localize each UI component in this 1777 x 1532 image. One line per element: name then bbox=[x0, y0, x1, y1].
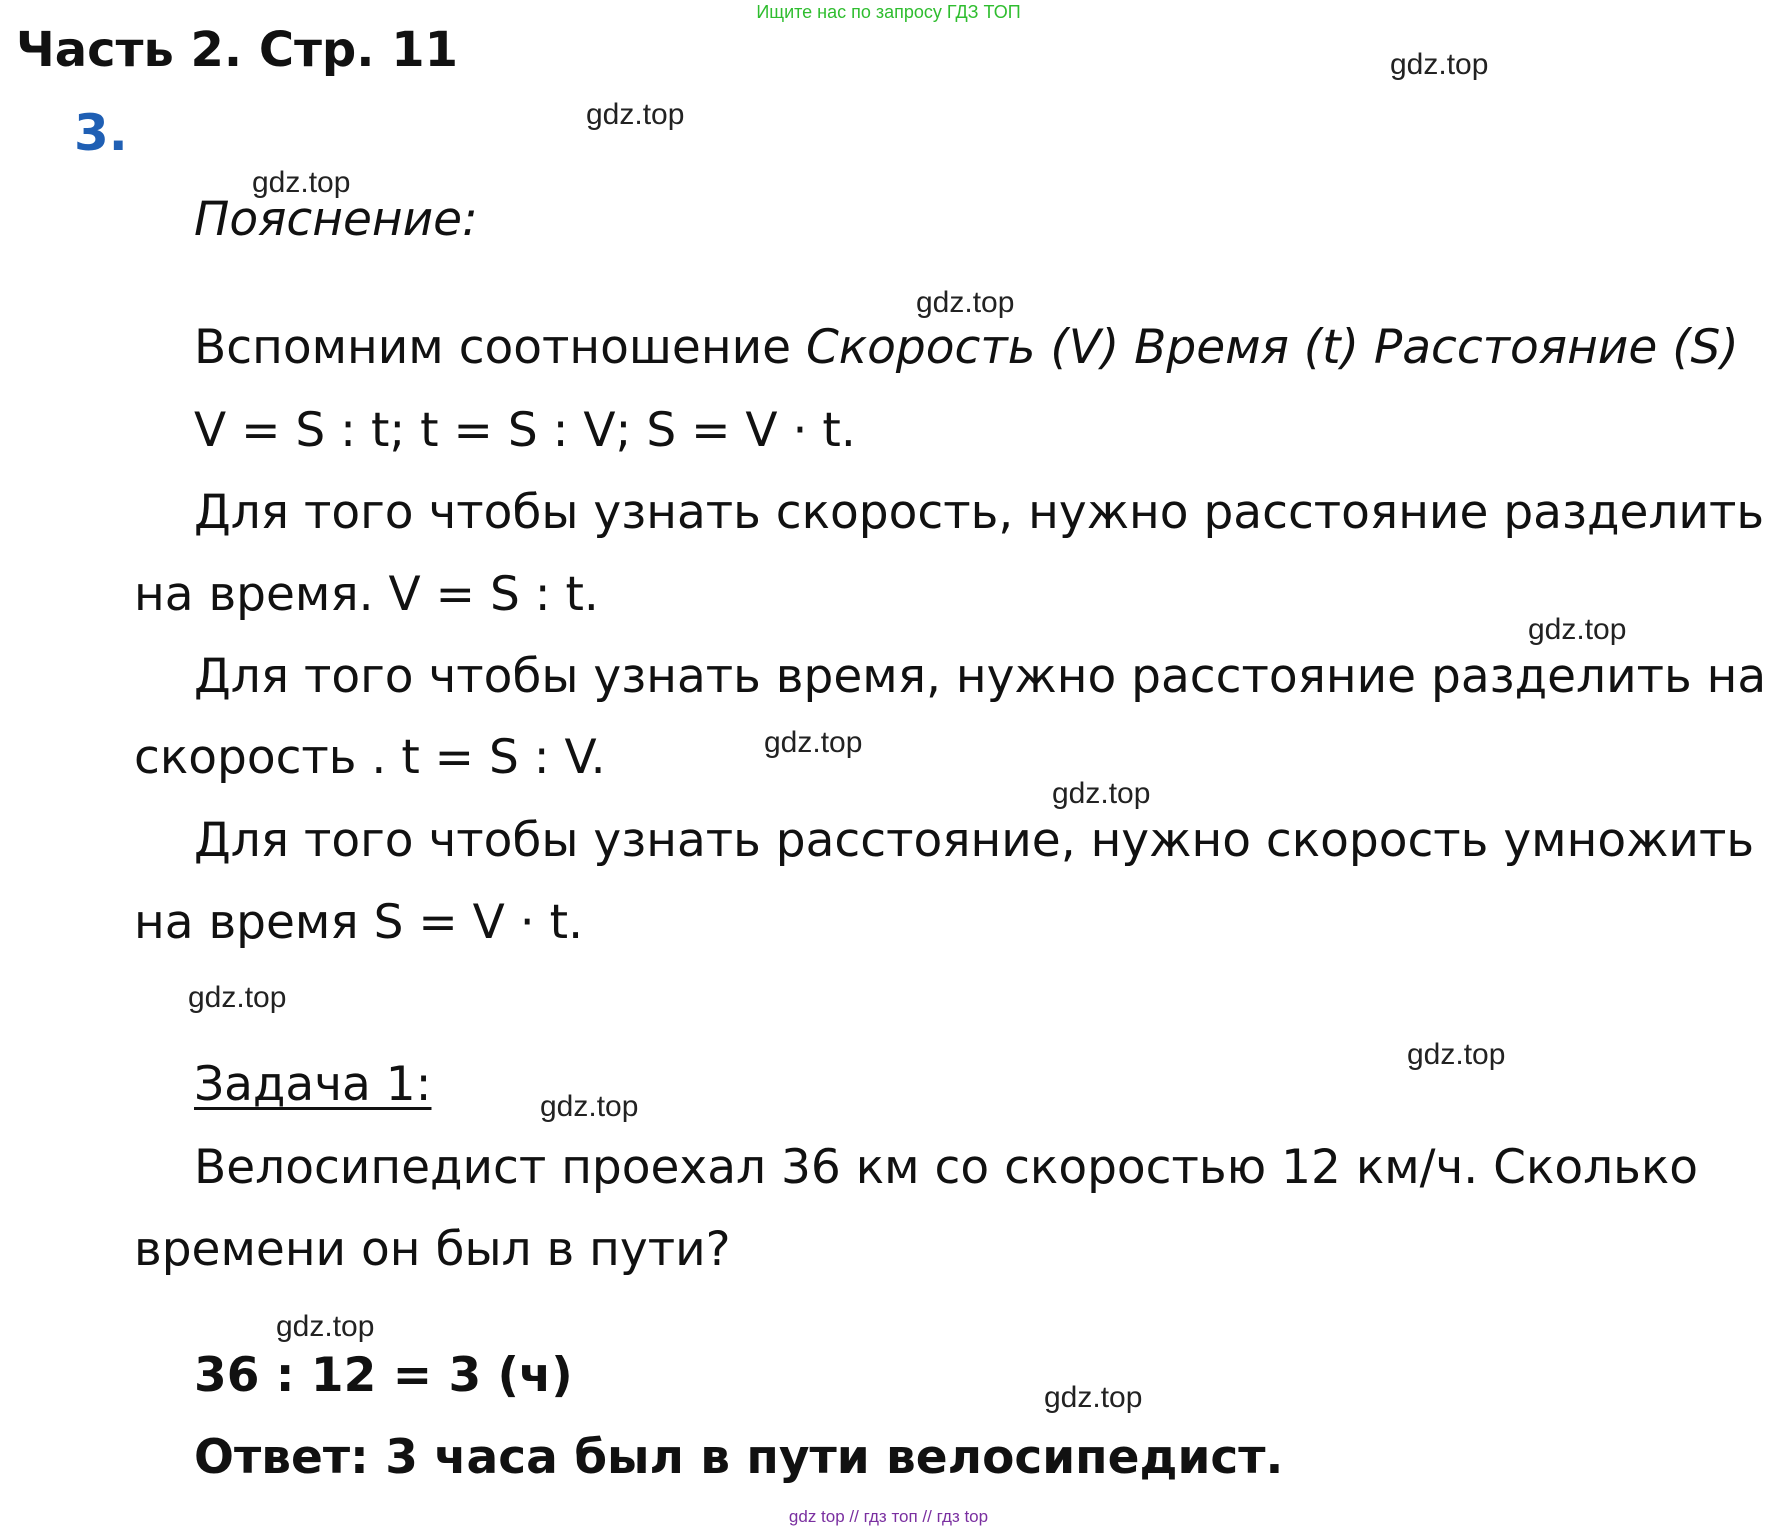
speed-rule-line1: Для того чтобы узнать скорость, нужно расстояние разделить bbox=[194, 485, 1765, 540]
distance-rule-line1: Для того чтобы узнать расстояние, нужно скорость умножить bbox=[194, 813, 1755, 868]
task1-solution: 36 : 12 = 3 (ч) bbox=[194, 1348, 573, 1403]
task1-answer: Ответ: 3 часа был в пути велосипедист. bbox=[194, 1430, 1284, 1485]
watermark: gdz.top bbox=[276, 1310, 375, 1343]
time-rule-line2: скорость . t = S : V. bbox=[134, 730, 606, 785]
explanation-heading: Пояснение: bbox=[194, 192, 478, 247]
search-banner: Ищите нас по запросу ГДЗ ТОП bbox=[756, 2, 1021, 22]
distance-rule-line2: на время S = V · t. bbox=[134, 895, 584, 950]
formulas-line: V = S : t; t = S : V; S = V · t. bbox=[194, 403, 856, 458]
watermark: gdz.top bbox=[1528, 613, 1627, 646]
watermark: gdz.top bbox=[764, 726, 863, 759]
task1-problem-line2: времени он был в пути? bbox=[134, 1222, 731, 1277]
footer-watermark: gdz top // гдз топ // гдз top bbox=[788, 1507, 989, 1526]
task-number: 3. bbox=[74, 104, 128, 162]
watermark: gdz.top bbox=[540, 1090, 639, 1123]
watermark: gdz.top bbox=[188, 981, 287, 1014]
relation-terms: Скорость (V) Время (t) Расстояние (S) bbox=[805, 320, 1739, 375]
task1-problem-line1: Велосипедист проехал 36 км со скоростью 12 км/ч. Сколько bbox=[194, 1140, 1698, 1195]
watermark: gdz.top bbox=[586, 98, 685, 131]
watermark: gdz.top bbox=[1044, 1381, 1143, 1414]
watermark: gdz.top bbox=[1052, 777, 1151, 810]
task1-heading: Задача 1: bbox=[194, 1057, 432, 1112]
watermark: gdz.top bbox=[1407, 1038, 1506, 1071]
time-rule-line1: Для того чтобы узнать время, нужно расстояние разделить на bbox=[194, 649, 1767, 704]
watermark: gdz.top bbox=[252, 166, 351, 199]
watermark: gdz.top bbox=[916, 286, 1015, 319]
page-title: Часть 2. Стр. 11 bbox=[16, 22, 459, 78]
watermark: gdz.top bbox=[1390, 48, 1489, 81]
relation-intro: Вспомним соотношение bbox=[194, 320, 806, 375]
speed-rule-line2: на время. V = S : t. bbox=[134, 567, 599, 622]
relation-line bbox=[194, 320, 1739, 375]
